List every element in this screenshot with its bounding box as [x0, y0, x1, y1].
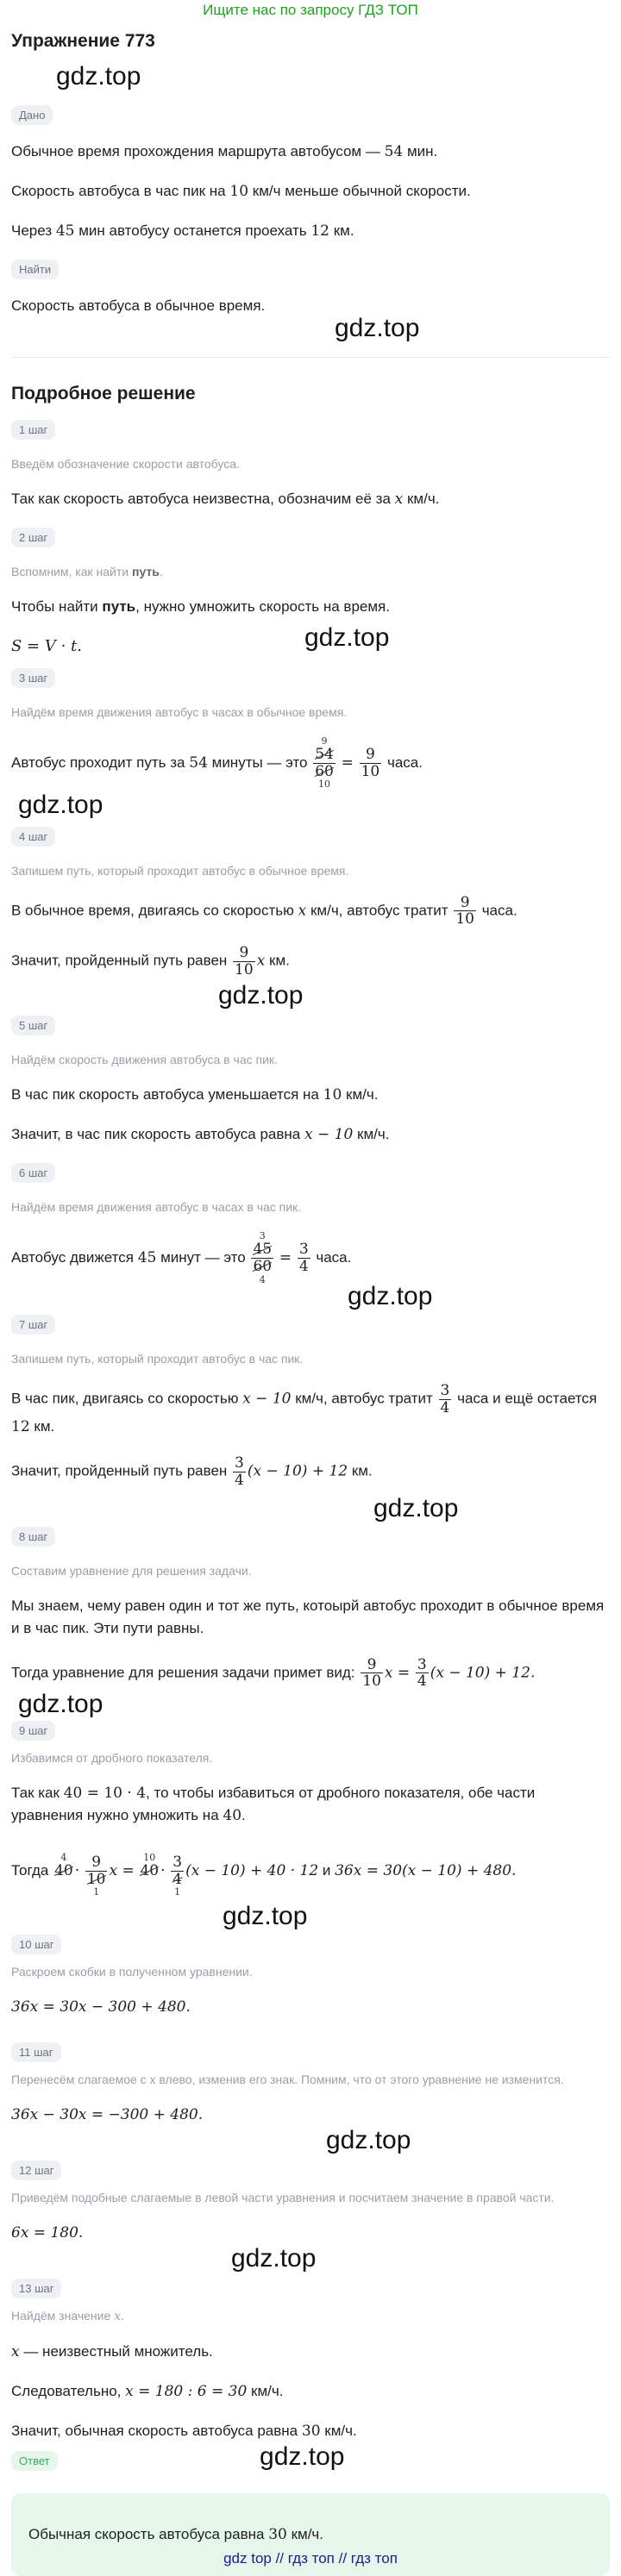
- watermark: gdz.top: [326, 2125, 411, 2154]
- answer-box: Обычная скорость автобуса равна 30 км/ч.: [11, 2493, 610, 2576]
- watermark: gdz.top: [260, 2442, 345, 2471]
- step-6-hint: Найдём время движения автобус в часах в час пик.: [11, 1200, 302, 1215]
- watermark: gdz.top: [18, 1690, 104, 1718]
- step-4-badge: 4 шаг: [11, 827, 55, 847]
- step-13-badge: 13 шаг: [11, 2279, 61, 2298]
- step-1-badge: 1 шаг: [11, 420, 55, 440]
- given-line-2: Скорость автобуса в час пик на 10 км/ч меньше обычной скорости.: [11, 183, 471, 200]
- step-1-text: Так как скорость автобуса неизвестна, обозначим её за x км/ч.: [11, 491, 440, 508]
- watermark: gdz.top: [218, 981, 304, 1010]
- step-6-text: Автобус движется 45 минут — это 3 45 60 4 = $\frac{3}{4}$ часа.: [11, 1230, 352, 1285]
- given-badge: Дано: [11, 105, 53, 125]
- step-13-text-3: Значит, обычная скорость автобуса равна 30 км/ч.: [11, 2422, 357, 2440]
- watermark: gdz.top: [56, 62, 141, 91]
- step-8-badge: 8 шаг: [11, 1527, 55, 1547]
- fraction-result: $\frac{9}{10}$: [361, 746, 380, 780]
- solution-title: Подробное решение: [11, 384, 196, 403]
- watermark: gdz.top: [18, 790, 104, 819]
- step-2-formula: S = V · t.: [11, 637, 82, 655]
- step-5-badge: 5 шаг: [11, 1016, 55, 1035]
- step-1-hint: Введём обозначение скорости автобуса.: [11, 457, 240, 471]
- ad-banner[interactable]: Ищите нас по запросу ГДЗ ТОП: [203, 2, 418, 18]
- step-9-text: Так как 40 = 10 · 4, то чтобы избавиться от дробного показателя, обе части уравнения нужно умножить на 40.: [11, 1785, 536, 1824]
- watermark: gdz.top: [335, 314, 420, 342]
- step-4-hint: Запишем путь, который проходит автобус в обычное время.: [11, 863, 349, 878]
- step-11-equation: 36x − 30x = −300 + 480.: [11, 2105, 204, 2123]
- step-10-equation: 36x = 30x − 300 + 480.: [11, 1998, 191, 2016]
- find-text: Скорость автобуса в обычное время.: [11, 297, 266, 314]
- step-9-hint: Избавимся от дробного показателя.: [11, 1751, 213, 1765]
- step-7-hint: Запишем путь, который проходит автобус в час пик.: [11, 1351, 304, 1366]
- step-7-text-2: Значит, пройденный путь равен $\frac{3}{4}$ (x − 10) + 12 км.: [11, 1454, 373, 1489]
- step-11-hint: Перенесём слагаемое с x влево, изменив его знак. Помним, что от этого уравнение не изменится.: [11, 2072, 564, 2086]
- step-13-text-1: x — неизвестный множитель.: [11, 2342, 213, 2360]
- step-13-hint: Найдём значение x.: [11, 2308, 124, 2323]
- fraction-cancel: 9 54 60 10: [315, 735, 334, 791]
- step-12-badge: 12 шаг: [11, 2160, 61, 2180]
- given-line-3: Через 45 мин автобусу останется проехать 12 км.: [11, 222, 354, 240]
- answer-badge: Ответ: [11, 2451, 58, 2471]
- step-2-badge: 2 шаг: [11, 528, 55, 547]
- step-13-text-2: Следовательно, x = 180 : 6 = 30 км/ч.: [11, 2382, 284, 2400]
- step-5-hint: Найдём скорость движения автобуса в час пик.: [11, 1053, 278, 1067]
- step-6-badge: 6 шаг: [11, 1163, 55, 1183]
- step-10-hint: Раскроем скобки в полученном уравнении.: [11, 1964, 253, 1979]
- footer-links[interactable]: gdz top // гдз топ // гдз топ: [223, 2550, 398, 2567]
- step-4-text-2: Значит, пройденный путь равен $\frac{9}{10}$ x км.: [11, 943, 290, 979]
- step-5-text: В час пик скорость автобуса уменьшается на 10 км/ч.: [11, 1086, 379, 1104]
- step-4-text: В обычное время, двигаясь со скоростью x км/ч, автобус тратит $\frac{9}{10}$ часа.: [11, 893, 518, 928]
- find-badge: Найти: [11, 259, 59, 279]
- divider: [11, 357, 610, 358]
- watermark: gdz.top: [223, 1901, 308, 1930]
- step-2-text: Чтобы найти путь, нужно умножить скорость на время.: [11, 598, 390, 615]
- step-10-badge: 10 шаг: [11, 1935, 61, 1954]
- step-7-badge: 7 шаг: [11, 1315, 55, 1335]
- step-11-badge: 11 шаг: [11, 2042, 61, 2062]
- page-title: Упражнение 773: [11, 31, 155, 51]
- watermark: gdz.top: [348, 1281, 433, 1310]
- step-7-text: В час пик, двигаясь со скоростью x − 10 км/ч, автобус тратит $\frac{3}{4}$ часа и ещё остается 12 км.: [11, 1381, 598, 1436]
- step-12-hint: Приведём подобные слагаемые в левой части уравнения и посчитаем значение в правой части.: [11, 2190, 555, 2204]
- step-12-equation: 6x = 180.: [11, 2223, 84, 2241]
- watermark: gdz.top: [231, 2243, 317, 2273]
- step-5-text-2: Значит, в час пик скорость автобуса равна x − 10 км/ч.: [11, 1126, 390, 1144]
- step-2-hint: Вспомним, как найти путь.: [11, 565, 163, 578]
- step-8-hint: Составим уравнение для решения задачи.: [11, 1563, 252, 1578]
- watermark: gdz.top: [304, 623, 390, 652]
- step-9-equation: Тогда 4 40 · 9 10 1 x = 10 40 · 3 4 1 (x − 10) + 40 · 12 и 36x = 30(x − 10) + 480.: [11, 1851, 517, 1898]
- step-8-text: Мы знаем, чему равен один и тот же путь, котоырй автобус проходит в обычное время и в час пик. Эти пути равны.: [11, 1597, 605, 1636]
- watermark: gdz.top: [373, 1493, 459, 1522]
- step-8-text-2: Тогда уравнение для решения задачи примет вид: $\frac{9}{10}$ x = $\frac{3}{4}$ (x − 10) + 12.: [11, 1655, 536, 1691]
- step-9-badge: 9 шаг: [11, 1721, 55, 1741]
- step-3-hint: Найдём время движения автобус в часах в обычное время.: [11, 705, 348, 719]
- step-3-text: Автобус проходит путь за 54 минуты — это 9 54 60 10 = $\frac{9}{10}$ часа.: [11, 735, 423, 791]
- given-line-1: Обычное время прохождения маршрута автобусом — 54 мин.: [11, 143, 438, 160]
- step-3-badge: 3 шаг: [11, 668, 55, 688]
